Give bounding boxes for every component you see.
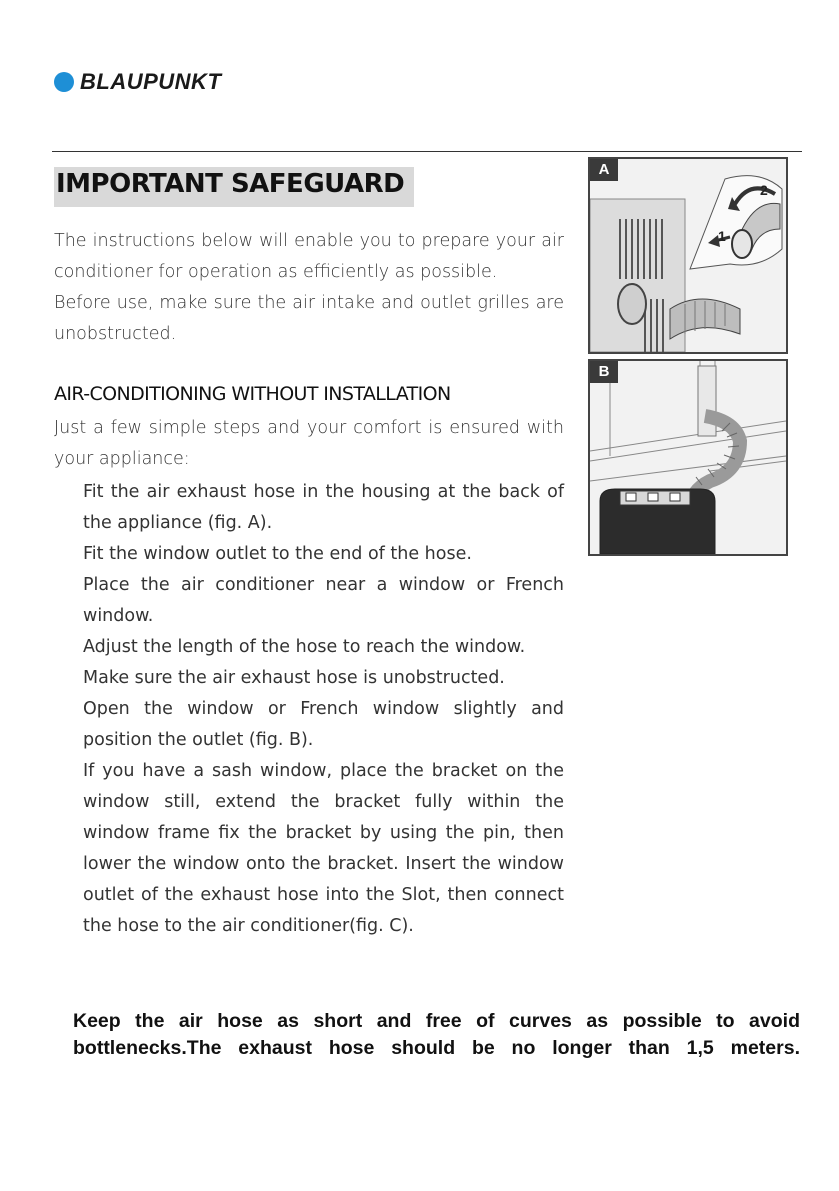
figure-b-label: B <box>590 361 618 383</box>
step-item: Fit the air exhaust hose in the housing at the back of the appliance (fig. A). <box>83 482 564 533</box>
brand-dot-icon <box>54 72 74 92</box>
figure-a <box>588 157 788 354</box>
step-item: Place the air conditioner near a window or French window. <box>83 575 564 626</box>
figure-a-label: A <box>590 159 618 181</box>
brand-name: BLAUPUNKT <box>80 69 222 94</box>
step-item: Adjust the length of the hose to reach the window. <box>83 637 526 657</box>
step-item: Open the window or French window slightly and position the outlet (fig. B). <box>83 699 564 750</box>
figure-b <box>588 359 788 556</box>
steps-list <box>83 477 564 942</box>
step-item: Make sure the air exhaust hose is unobstructed. <box>83 668 505 688</box>
figure-a-illustration <box>590 159 786 352</box>
figure-a-step-2: 2 <box>760 182 768 198</box>
heading-highlight <box>54 167 414 207</box>
section-lead: Just a few simple steps and your comfort is ensured with your appliance: <box>54 418 564 469</box>
step-item: Fit the window outlet to the end of the hose. <box>83 544 472 564</box>
header-divider <box>52 151 802 152</box>
step-item: If you have a sash window, place the bracket on the window still, extend the bracket fully within the window frame fix the bracket by using the pin, then lower the window onto the bracket. Insert the window outlet of the exhaust hose into the Slot, then connect the hose to the air conditioner(fig. C). <box>83 761 564 936</box>
intro-line-1: The instructions below will enable you to prepare your air conditioner for operation as efficiently as possible. <box>54 231 564 282</box>
brand-logo <box>54 68 221 96</box>
warning-note: Keep the air hose as short and free of curves as possible to avoid bottlenecks.The exhaust hose should be no longer than 1,5 meters. <box>73 1010 800 1059</box>
figure-b-illustration <box>590 361 786 554</box>
section-title: AIR-CONDITIONING WITHOUT INSTALLATION <box>54 383 451 405</box>
page-title: IMPORTANT SAFEGUARD <box>56 169 405 199</box>
figure-a-step-1: 1 <box>718 228 726 244</box>
intro-paragraph <box>54 226 564 350</box>
intro-line-2: Before use, make sure the air intake and outlet grilles are unobstructed. <box>54 293 564 344</box>
